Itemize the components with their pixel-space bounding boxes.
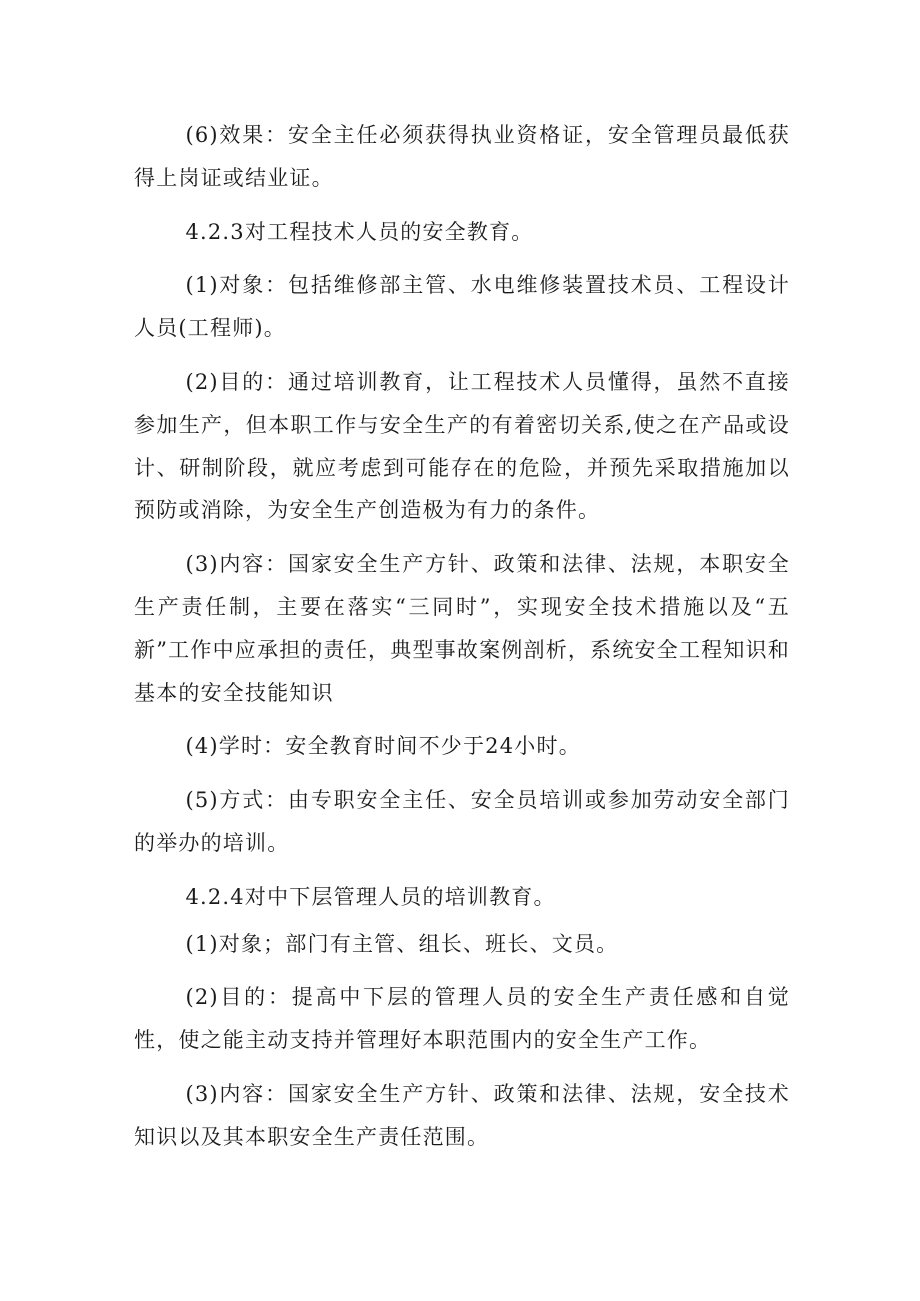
paragraph-target-2: (1)对象；部门有主管、组长、班长、文员。 (185, 931, 619, 956)
paragraph-effect: (6)效果：安全主任必须获得执业资格证，安全管理员最低获得上岗证或结业证。 (134, 123, 790, 190)
paragraph-purpose: (2)目的：通过培训教育，让工程技术人员懂得，虽然不直接参加生产，但本职工作与安全生产的有着密切关系,使之在产品或设计、研制阶段，就应考虑到可能存在的危险，并预先采取措施加以预防或消除，为安全生产创造极为有力的条件。 (134, 369, 790, 523)
section-heading-4-2-3: 4.2.3对工程技术人员的安全教育。 (185, 219, 534, 244)
paragraph-content: (3)内容：国家安全生产方针、政策和法律、法规，本职安全生产责任制，主要在落实“三同时”，实现安全技术措施以及“五新”工作中应承担的责任，典型事故案例剖析，系统安全工程知识和基本的安全技能知识 (134, 552, 790, 705)
paragraph-purpose-2: (2)目的：提高中下层的管理人员的安全生产责任感和自觉性，使之能主动支持并管理好本职范围内的安全生产工作。 (134, 985, 790, 1053)
paragraph-hours: (4)学时：安全教育时间不少于24小时。 (185, 734, 581, 759)
paragraph-content-2: (3)内容：国家安全生产方针、政策和法律、法规，安全技术知识以及其本职安全生产责任范围。 (134, 1081, 790, 1149)
document-body (134, 114, 790, 1159)
paragraph-method: (5)方式：由专职安全主任、安全员培训或参加劳动安全部门的举办的培训。 (134, 788, 790, 855)
paragraph-target: (1)对象：包括维修部主管、水电维修装置技术员、工程设计人员(工程师)。 (134, 273, 790, 341)
section-heading-4-2-4: 4.2.4对中下层管理人员的培训教育。 (185, 884, 556, 909)
